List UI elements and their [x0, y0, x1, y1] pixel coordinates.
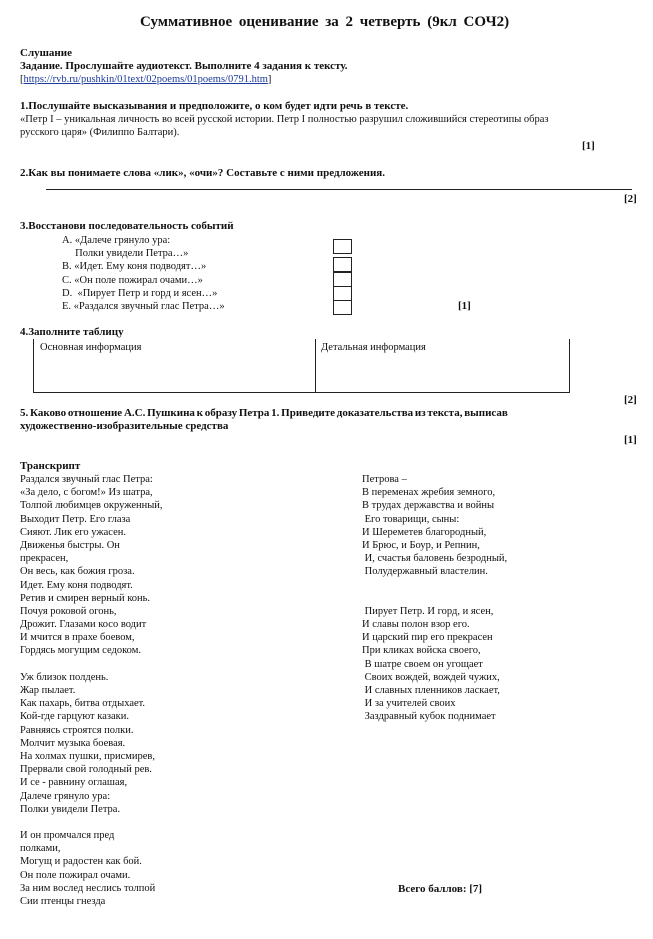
- question-5-score: [1]: [624, 434, 637, 446]
- link-bracket-close: ]: [267, 74, 272, 85]
- question-1-quote-line1: «Петр I – уникальная личность во всей русской истории. Петр I полностью разрушил сложившийся стереотипы образ: [20, 114, 549, 125]
- table-left-border: [33, 339, 34, 393]
- poem-line: [20, 658, 163, 671]
- poem-line: И за учителей своих: [362, 698, 456, 710]
- poem-line: Пирует Петр. И горд, и ясен,: [362, 605, 494, 617]
- total-score: Всего баллов: [7]: [398, 883, 483, 895]
- order-answer-box[interactable]: [333, 286, 352, 301]
- poem-line: И славных пленников ласкает,: [362, 685, 500, 696]
- transcript-left-column: [20, 473, 163, 908]
- order-answer-box[interactable]: [333, 300, 352, 315]
- sequence-list: [62, 234, 225, 313]
- page-title: Суммативное оценивание за 2 четверть (9кл СОЧ2): [140, 14, 510, 30]
- question-4-score: [2]: [624, 394, 637, 406]
- poem-line: Он весь, как божия гроза.: [20, 566, 135, 578]
- sequence-item: В. «Идет. Ему коня подводят…»: [62, 261, 207, 273]
- poem-line: Выходит Петр. Его глаза: [20, 513, 131, 525]
- poem-line: При кликах войска своего,: [362, 645, 481, 657]
- transcript-right-column: [362, 473, 507, 724]
- link-bracket-open: [: [20, 74, 24, 85]
- poem-line: Идет. Ему коня подводят.: [20, 579, 133, 591]
- poem-line: Равняясь строятся полки.: [20, 724, 134, 736]
- poem-line: [20, 816, 163, 829]
- question-1-quote-line2: русского царя» (Филиппо Балтари).: [20, 127, 180, 138]
- poem-line: В трудах державства и войны: [362, 500, 495, 512]
- poem-line: Толпой любимцев окруженный,: [20, 500, 163, 512]
- sequence-item: Полки увидели Петра…»: [62, 248, 189, 260]
- table-right-border: [569, 339, 570, 393]
- poem-line: И царский пир его прекрасен: [362, 632, 493, 644]
- order-answer-box[interactable]: [333, 257, 352, 272]
- poem-line: Почуя роковой огонь,: [20, 605, 117, 617]
- poem-line: полками,: [20, 843, 61, 855]
- poem-line: Гордясь могущим седоком.: [20, 645, 141, 657]
- section-heading-listening: Слушание: [20, 47, 72, 59]
- poem-line: На холмах пушки, присмирев,: [20, 750, 156, 762]
- poem-line: Заздравный кубок поднимает: [362, 711, 496, 723]
- poem-line: Он поле пожирал очами.: [20, 869, 131, 881]
- poem-line: И он промчался пред: [20, 830, 115, 842]
- poem-line: И Шереметев благородный,: [362, 526, 487, 538]
- poem-line: Полудержавный властелин.: [362, 566, 488, 578]
- poem-line: Могущ и радостен как бой.: [20, 856, 142, 868]
- table-bottom-border: [33, 392, 570, 393]
- question-1-score: [1]: [582, 140, 595, 152]
- poem-line: В шатре своем он угощает: [362, 658, 483, 670]
- table-header-detail-info: Детальная информация: [321, 342, 426, 353]
- poem-line: За ним вослед неслись толпой: [20, 882, 156, 894]
- order-answer-box[interactable]: [333, 239, 352, 254]
- poem-line: Кой-где гарцуют казаки.: [20, 711, 130, 723]
- poem-line: И се - равнину оглашая,: [20, 777, 128, 789]
- poem-line: Своих вождей, вождей чужих,: [362, 671, 500, 683]
- question-1-heading: 1.Послушайте высказывания и предположите, о ком будет идти речь в тексте.: [20, 100, 409, 112]
- poem-line: прекрасен,: [20, 553, 69, 565]
- table-divider: [315, 339, 316, 393]
- poem-line: Далече грянуло ура:: [20, 790, 111, 802]
- poem-line: Ретив и смирен верный конь.: [20, 592, 151, 604]
- sequence-item: D. «Пирует Петр и горд и ясен…»: [62, 287, 218, 299]
- question-2-score: [2]: [624, 193, 637, 205]
- transcript-heading: Транскрипт: [20, 460, 81, 472]
- poem-line: Прервали свой голодный рев.: [20, 764, 152, 776]
- poem-line: Дрожит. Глазами косо водит: [20, 619, 147, 631]
- poem-line: Уж близок полдень.: [20, 671, 109, 683]
- poem-line: И мчится в прахе боевом,: [20, 632, 135, 644]
- poem-line: Раздался звучный глас Петра:: [20, 474, 153, 485]
- sequence-item: А. «Далече грянуло ура:: [62, 235, 171, 246]
- answer-line: [46, 189, 632, 190]
- poem-line: Сии птенцы гнезда: [20, 896, 106, 907]
- poem-line: [362, 592, 507, 605]
- sequence-item: С. «Он поле пожирал очами…»: [62, 274, 203, 286]
- poem-line: И славы полон взор его.: [362, 619, 470, 631]
- poem-line: [362, 579, 507, 592]
- order-answer-box[interactable]: [333, 272, 352, 287]
- poem-line: Как пахарь, битва отдыхает.: [20, 698, 146, 710]
- poem-line: Полки увидели Петра.: [20, 803, 121, 815]
- audio-link[interactable]: https://rvb.ru/pushkin/01text/02poems/01poems/0791.htm: [23, 74, 268, 85]
- poem-line: «За дело, с богом!» Из шатра,: [20, 487, 153, 499]
- poem-line: Петрова –: [362, 474, 407, 485]
- poem-line: Движенья быстры. Он: [20, 539, 120, 551]
- poem-line: Его товарищи, сыны:: [362, 513, 460, 525]
- poem-line: И, счастья баловень безродный,: [362, 553, 508, 565]
- audio-link-line: [20, 73, 271, 86]
- sequence-item: Е. «Раздался звучный глас Петра…»: [62, 300, 225, 312]
- question-2-heading: 2.Как вы понимаете слова «лик», «очи»? Составьте с ними предложения.: [20, 167, 385, 179]
- question-4-heading: 4.Заполните таблицу: [20, 326, 124, 338]
- listening-task: Задание. Прослушайте аудиотекст. Выполните 4 задания к тексту.: [20, 60, 348, 72]
- question-5-heading-line2: художественно-изобразительные средства: [20, 420, 229, 432]
- poem-line: И Брюс, и Боур, и Репнин,: [362, 539, 480, 551]
- question-3-score: [1]: [458, 300, 471, 312]
- poem-line: Молчит музыка боевая.: [20, 737, 126, 749]
- poem-line: Жар пылает.: [20, 685, 76, 696]
- poem-line: Сияют. Лик его ужасен.: [20, 526, 126, 538]
- table-header-main-info: Основная информация: [40, 342, 142, 353]
- question-3-heading: 3.Восстанови последовательность событий: [20, 220, 234, 232]
- poem-line: В переменах жребия земного,: [362, 487, 496, 499]
- question-5-heading-line1: 5. Каково отношение А.С. Пушкина к образу Петра 1. Приведите доказательства из текста, выписав: [20, 407, 508, 419]
